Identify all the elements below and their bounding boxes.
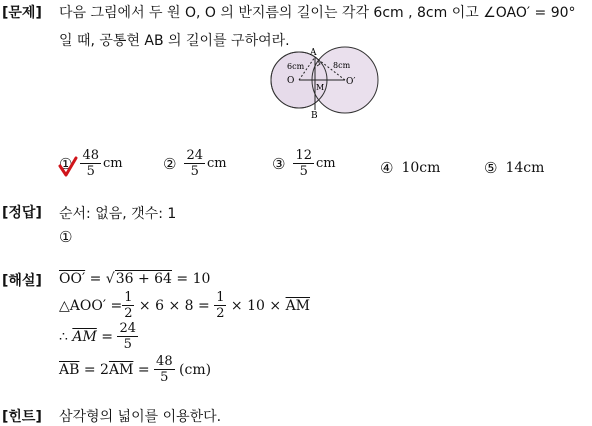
choice-4-number: ④: [380, 159, 394, 177]
choice-2-fraction: $\frac{24}{5}$: [186, 148, 203, 179]
label-b: B: [311, 111, 318, 120]
label-a: A: [310, 48, 317, 58]
solution-label: [해설]: [2, 273, 42, 289]
choice-1-number: ①: [59, 154, 73, 173]
label-o-prime: O′: [346, 77, 356, 87]
choice-2-unit: cm: [207, 156, 227, 171]
two-circles-figure: [262, 42, 382, 120]
question-text-line2: 일 때, 공통현 AB 의 길이를 구하여라.: [59, 33, 290, 49]
label-o: O: [287, 76, 295, 86]
choice-3-unit: cm: [316, 156, 336, 171]
question-text-line1: 다음 그림에서 두 원 O, O 의 반지름의 길이는 각각 6cm , 8cm 이고 ∠OAO′ = 90°: [59, 5, 576, 21]
choice-2[interactable]: [163, 148, 227, 179]
solution-line-4: $\overline{AB}$ = 2 $\overline{AM}$ = $\frac{48}{5}$ (cm): [59, 354, 212, 385]
solution-line-1: OO′ = √36 + 64 = 10: [59, 271, 211, 287]
hint-text: 삼각형의 넓이를 이용한다.: [59, 409, 222, 425]
label-r1: 6cm: [287, 62, 305, 71]
checkmark-icon: [58, 156, 78, 178]
choice-3-number: ③: [272, 154, 286, 173]
choice-4[interactable]: [380, 159, 440, 177]
question-label: [문제]: [2, 5, 42, 21]
label-m: M: [316, 83, 325, 92]
choice-5-number: ⑤: [484, 159, 498, 177]
answer-meta: 순서: 없음, 갯수: 1: [59, 206, 177, 222]
choice-4-text: 10cm: [401, 160, 441, 176]
choice-3-fraction: $\frac{12}{5}$: [295, 148, 312, 179]
choice-2-number: ②: [163, 154, 177, 173]
choice-1-fraction: $\frac{48}{5}$: [82, 148, 99, 179]
solution-line-2: △AOO′ = $\frac{1}{2}$ × 6 × 8 = $\frac{1}{2}$ × 10 × $\overline{AM}$: [59, 290, 311, 321]
label-r2: 8cm: [333, 61, 351, 70]
answer-label: [정답]: [2, 205, 42, 221]
solution-line-3: ∴ $\overline{AM}$ = $\frac{24}{5}$: [59, 321, 136, 352]
choice-3[interactable]: [272, 148, 336, 179]
hint-label: [힌트]: [2, 409, 42, 425]
answer-value: ①: [59, 228, 73, 246]
choice-5[interactable]: [484, 159, 544, 177]
choice-5-text: 14cm: [505, 160, 545, 176]
choice-1-unit: cm: [103, 156, 123, 171]
